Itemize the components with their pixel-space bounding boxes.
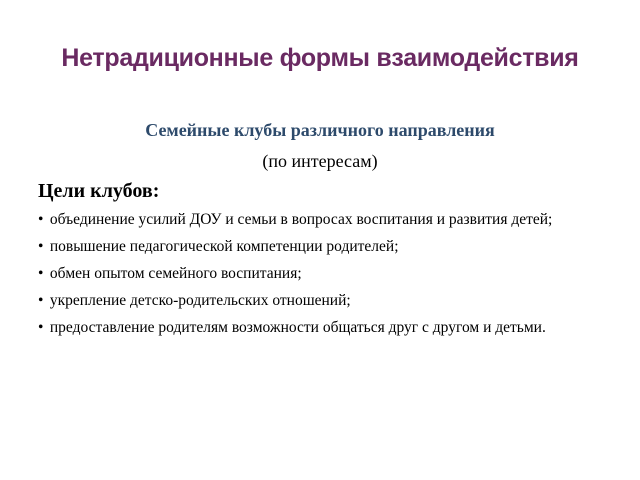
goal-text: укрепление детско-родительских отношений; [49,292,351,309]
goals-list [38,210,598,345]
goal-text: объединение усилий ДОУ и семьи в вопросах воспитания и развития детей; [49,211,553,228]
bullet-icon: • [38,238,44,255]
slide-subtitle-note: (по интересам) [262,151,378,171]
goal-text: повышение педагогической компетенции родителей; [49,238,399,255]
list-item [38,291,598,310]
bullet-icon: • [38,265,44,282]
goal-text: обмен опытом семейного воспитания; [49,265,302,282]
goal-text: предоставление родителям возможности общаться друг с другом и детьми. [49,319,546,336]
list-item [38,237,598,256]
slide-subtitle: Семейные клубы различного направления [145,120,495,140]
list-item [38,264,598,283]
list-item [38,318,598,337]
goals-heading: Цели клубов: [38,180,160,202]
bullet-icon: • [38,319,44,336]
bullet-icon: • [38,211,44,228]
list-item [38,210,598,229]
slide-title: Нетрадиционные формы взаимодействия [61,44,579,72]
bullet-icon: • [38,292,44,309]
